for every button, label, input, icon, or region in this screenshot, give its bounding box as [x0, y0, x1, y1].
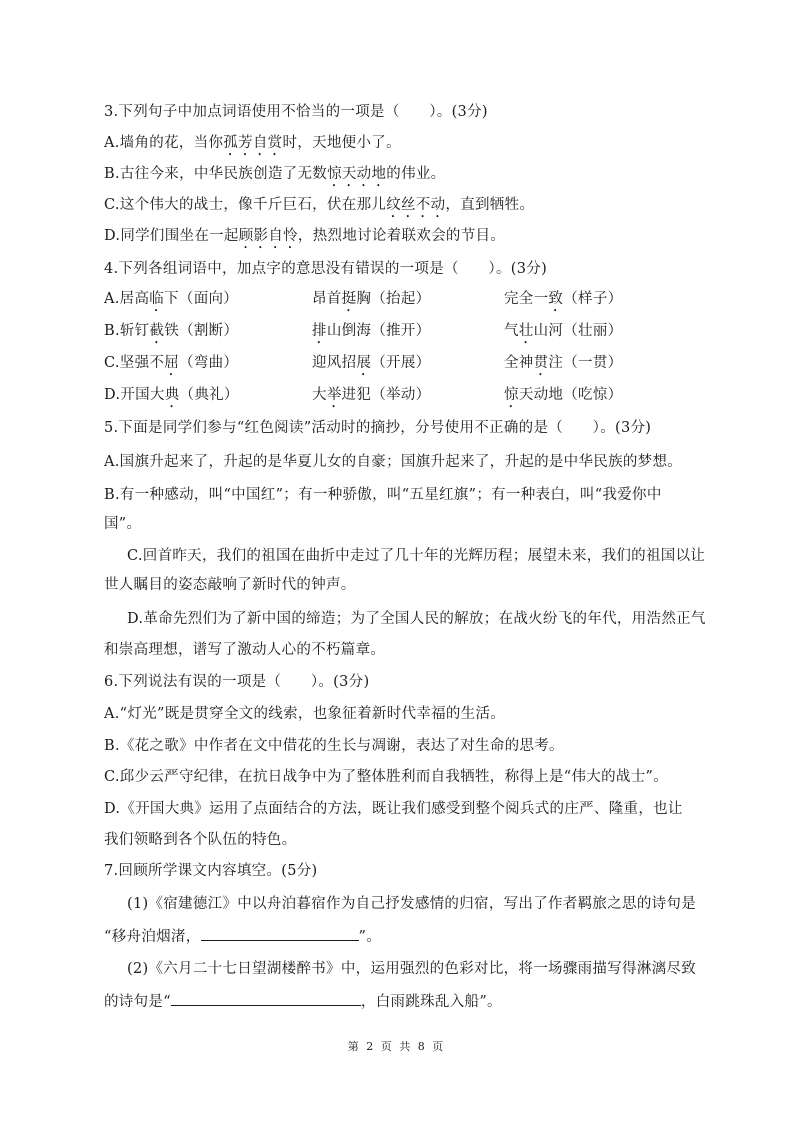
q4-b-word3: 气壮山河（壮丽）	[504, 323, 623, 339]
q6-option-b: B.《花之歌》中作者在文中借花的生长与凋谢，表达了对生命的思考。	[104, 738, 564, 754]
q4-row-b	[104, 321, 623, 347]
q6-option-d-line1: D.《开国大典》运用了点面结合的方法，既让我们感受到整个阅兵式的庄严、隆重，也让	[104, 801, 683, 817]
q6-option-d-line2: 我们领略到各个队伍的特色。	[104, 832, 297, 848]
q7-sub2-line2: 的诗句是“ ，白雨跳珠乱入船”。	[104, 991, 502, 1012]
q4-row-d	[104, 385, 623, 411]
q4-d-word3: 惊天动地（吃惊）	[504, 387, 623, 403]
q3-option-d: D.同学们围坐在一起顾影自怜，热烈地讨论着联欢会的节目。	[104, 228, 506, 244]
q5-stem: 5.下面是同学们参与“红色阅读”活动时的摘抄，分号使用不正确的是（ ）。(3分)	[104, 420, 652, 436]
q7-sub1-line2: “移舟泊烟渚， ”。	[104, 926, 381, 947]
q3-option-c: C.这个伟大的战士，像千斤巨石，伏在那儿纹丝不动，直到牺牲。	[104, 197, 535, 213]
q4-a-word1: A.居高临下（面向）	[104, 291, 239, 307]
q6-stem: 6.下列说法有误的一项是（ ）。(3分)	[104, 674, 370, 690]
q4-d-word2: 大举进犯（举动）	[312, 387, 431, 403]
q7-sub1-answer-blank[interactable]	[201, 926, 359, 941]
q4-stem: 4.下列各组词语中，加点字的意思没有错误的一项是（ ）。(3分)	[104, 261, 548, 277]
q3-stem: 3.下列句子中加点词语使用不恰当的一项是（ ）。(3分)	[104, 104, 488, 120]
q6-option-a: A.“灯光”既是贯穿全文的线索，也象征着新时代幸福的生活。	[104, 706, 506, 722]
q5-option-c-line1: C.回首昨天，我们的祖国在曲折中走过了几十年的光辉历程；展望未来，我们的祖国以让	[127, 548, 706, 564]
q4-a-word2: 昂首挺胸（抬起）	[312, 291, 431, 307]
q4-row-c	[104, 353, 623, 379]
q4-b-word1: B.斩钉截铁（割断）	[104, 323, 239, 339]
q4-a-word3: 完全一致（样子）	[504, 291, 623, 307]
q4-c-word2: 迎风招展（开展）	[312, 355, 431, 371]
q5-option-d-line1: D.革命先烈们为了新中国的缔造；为了全国人民的解放；在战火纷飞的年代，用浩然正气	[127, 611, 706, 627]
q7-sub2-answer-blank[interactable]	[171, 991, 361, 1006]
q4-row-a	[104, 289, 623, 315]
q4-c-word3: 全神贯注（一贯）	[504, 355, 623, 371]
q7-stem: 7.回顾所学课文内容填空。(5分)	[104, 863, 318, 879]
q4-c-word1: C.坚强不屈（弯曲）	[104, 355, 239, 371]
q6-option-c: C.邱少云严守纪律，在抗日战争中为了整体胜利而自我牺牲，称得上是“伟大的战士”。	[104, 769, 669, 785]
q3-option-a: A.墙角的花，当你孤芳自赏时，天地便小了。	[104, 135, 401, 151]
q5-option-b-line1: B.有一种感动，叫“中国红”；有一种骄傲，叫“五星红旗”；有一种表白，叫“我爱你中	[104, 487, 662, 503]
q4-b-word2: 排山倒海（推开）	[312, 323, 431, 339]
q5-option-c-line2: 世人瞩目的姿态敲响了新时代的钟声。	[104, 577, 356, 593]
page-number: 第 2 页 共 8 页	[347, 1040, 446, 1053]
q4-d-word1: D.开国大典（典礼）	[104, 387, 239, 403]
q5-option-a: A.国旗升起来了，升起的是华夏儿女的自豪；国旗升起来了，升起的是中华民族的梦想。	[104, 454, 683, 470]
q5-option-b-line2: 国”。	[104, 516, 142, 532]
q7-sub1-line1: (1)《宿建德江》中以舟泊暮宿作为自己抒发感情的归宿，写出了作者羁旅之思的诗句是	[127, 896, 697, 912]
q3-option-b: B.古往今来，中华民族创造了无数惊天动地的伟业。	[104, 166, 446, 182]
q7-sub2-line1: (2)《六月二十七日望湖楼醉书》中，运用强烈的色彩对比，将一场骤雨描写得淋漓尽致	[127, 961, 697, 977]
q5-option-d-line2: 和崇高理想，谱写了激动人心的不朽篇章。	[104, 642, 386, 658]
